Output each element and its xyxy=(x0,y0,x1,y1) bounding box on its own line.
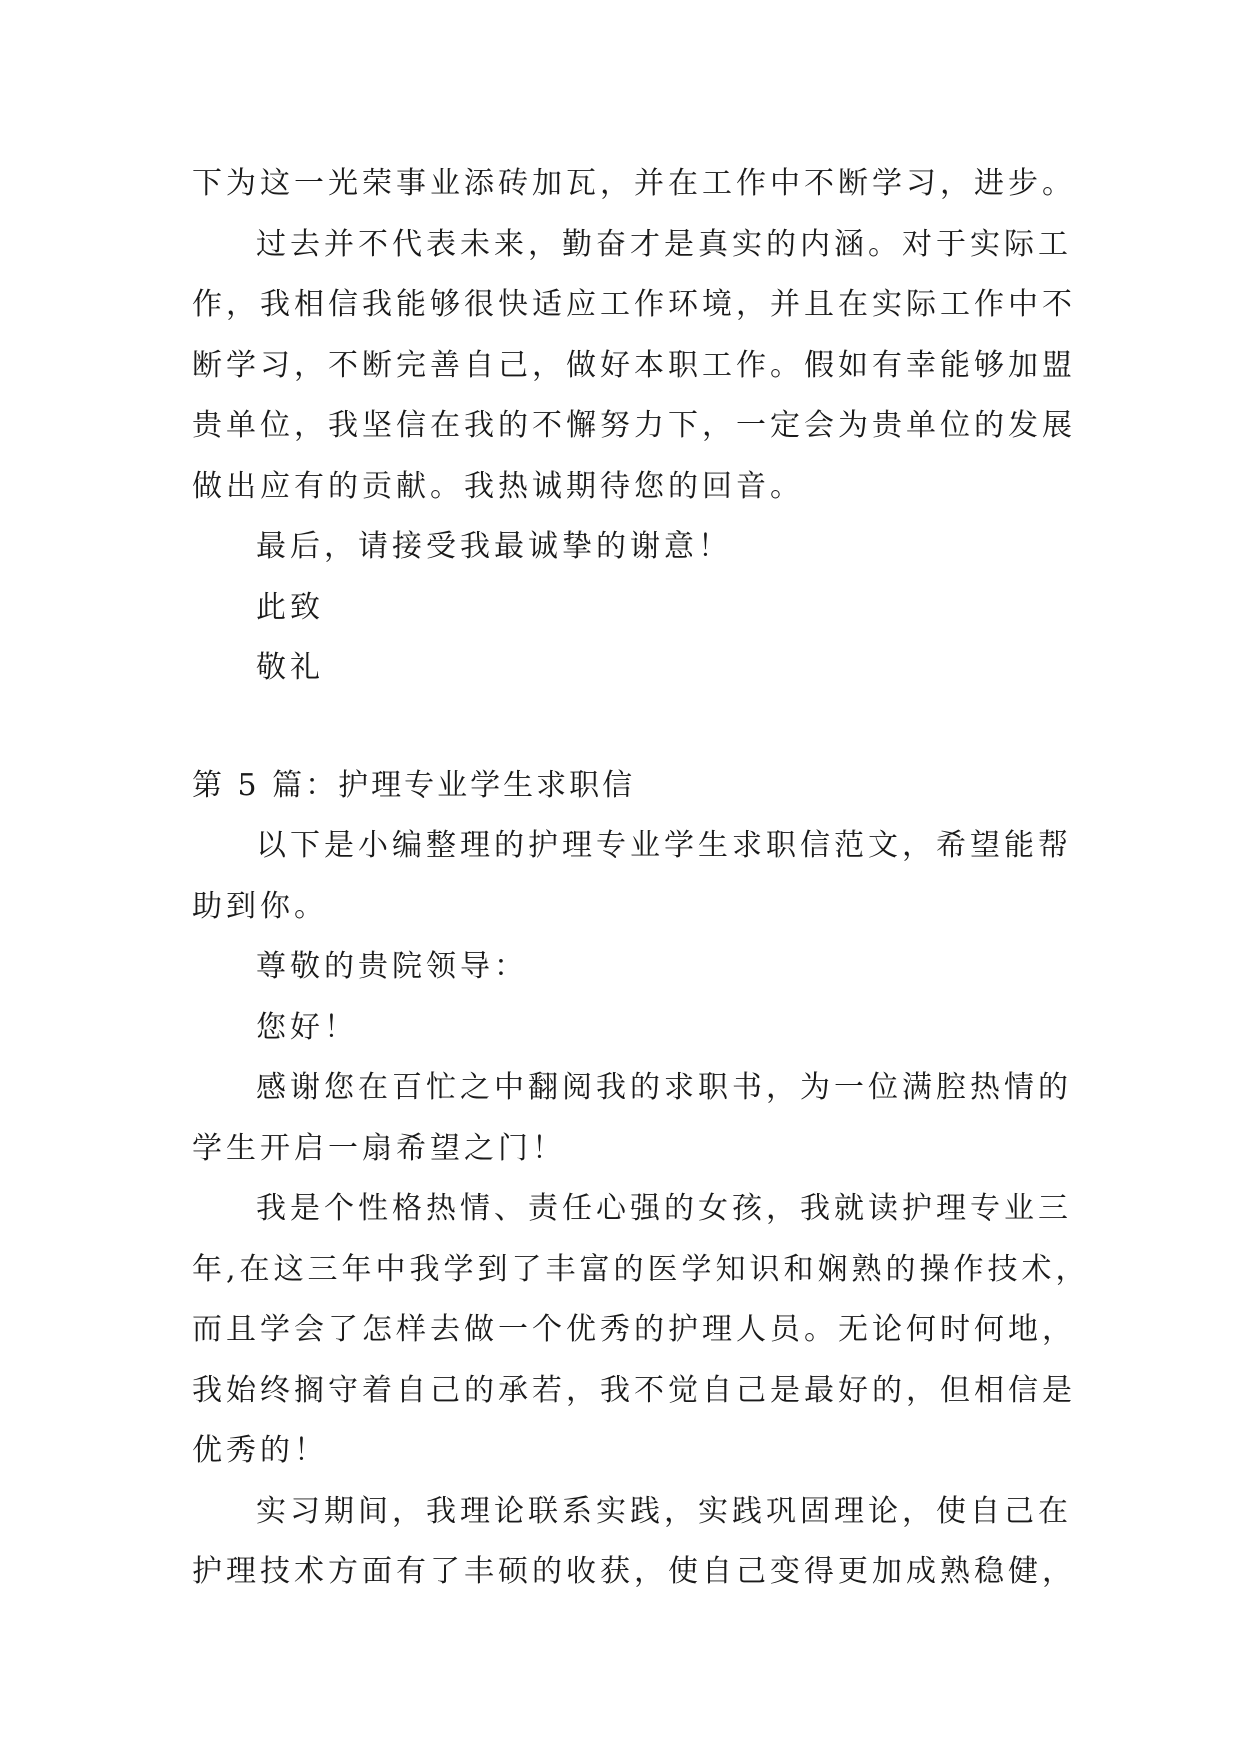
text-line: 我是个性格热情、责任心强的女孩，我就读护理专业三 xyxy=(256,1191,1072,1226)
text-line: 作，我相信我能够很快适应工作环境，并且在实际工作中不 xyxy=(192,287,1076,322)
section-spacer xyxy=(192,699,1072,756)
text-line: 做出应有的贡献。我热诚期待您的回音。 xyxy=(192,468,804,504)
closing-salutation-1: 此致 xyxy=(256,589,324,625)
closing-salutation-2: 敬礼 xyxy=(256,650,324,685)
paragraph-intro xyxy=(192,816,1072,937)
section-heading: 第 5 篇：护理专业学生求职信 xyxy=(192,767,636,803)
text-line: 断学习，不断完善自己，做好本职工作。假如有幸能够加盟 xyxy=(192,347,1076,383)
text-line: 过去并不代表未来，勤奋才是真实的内涵。对于实际工 xyxy=(256,226,1072,262)
document-body xyxy=(192,154,1090,1603)
closing-thanks: 最后，请接受我最诚挚的谢意！ xyxy=(256,529,732,564)
paragraph-future xyxy=(192,215,1076,518)
paragraph-self-intro xyxy=(192,1179,1090,1482)
text-line: 而且学会了怎样去做一个优秀的护理人员。无论何时何地， xyxy=(192,1312,1076,1347)
text-line: 护理技术方面有了丰硕的收获，使自己变得更加成熟稳健， xyxy=(192,1554,1076,1589)
text-line: 年,在这三年中我学到了丰富的医学知识和娴熟的操作技术， xyxy=(192,1251,1090,1287)
text-line: 贵单位，我坚信在我的不懈努力下，一定会为贵单位的发展 xyxy=(192,408,1076,443)
text-line: 学生开启一扇希望之门！ xyxy=(192,1130,566,1166)
text-line: 实习期间，我理论联系实践，实践巩固理论，使自己在 xyxy=(256,1493,1072,1529)
text-line: 优秀的！ xyxy=(192,1433,328,1468)
continuation-line: 下为这一光荣事业添砖加瓦，并在工作中不断学习，进步。 xyxy=(192,166,1076,201)
text-line: 感谢您在百忙之中翻阅我的求职书，为一位满腔热情的 xyxy=(256,1070,1072,1105)
text-line: 以下是小编整理的护理专业学生求职信范文，希望能帮 xyxy=(256,828,1072,863)
text-line: 助到你。 xyxy=(192,888,328,924)
paragraph-internship xyxy=(192,1482,1076,1603)
text-line: 我始终搁守着自己的承若，我不觉自己是最好的，但相信是 xyxy=(192,1372,1076,1408)
letter-greeting: 尊敬的贵院领导： xyxy=(256,949,528,984)
letter-hello: 您好！ xyxy=(256,1009,358,1045)
paragraph-thanks xyxy=(192,1058,1072,1179)
